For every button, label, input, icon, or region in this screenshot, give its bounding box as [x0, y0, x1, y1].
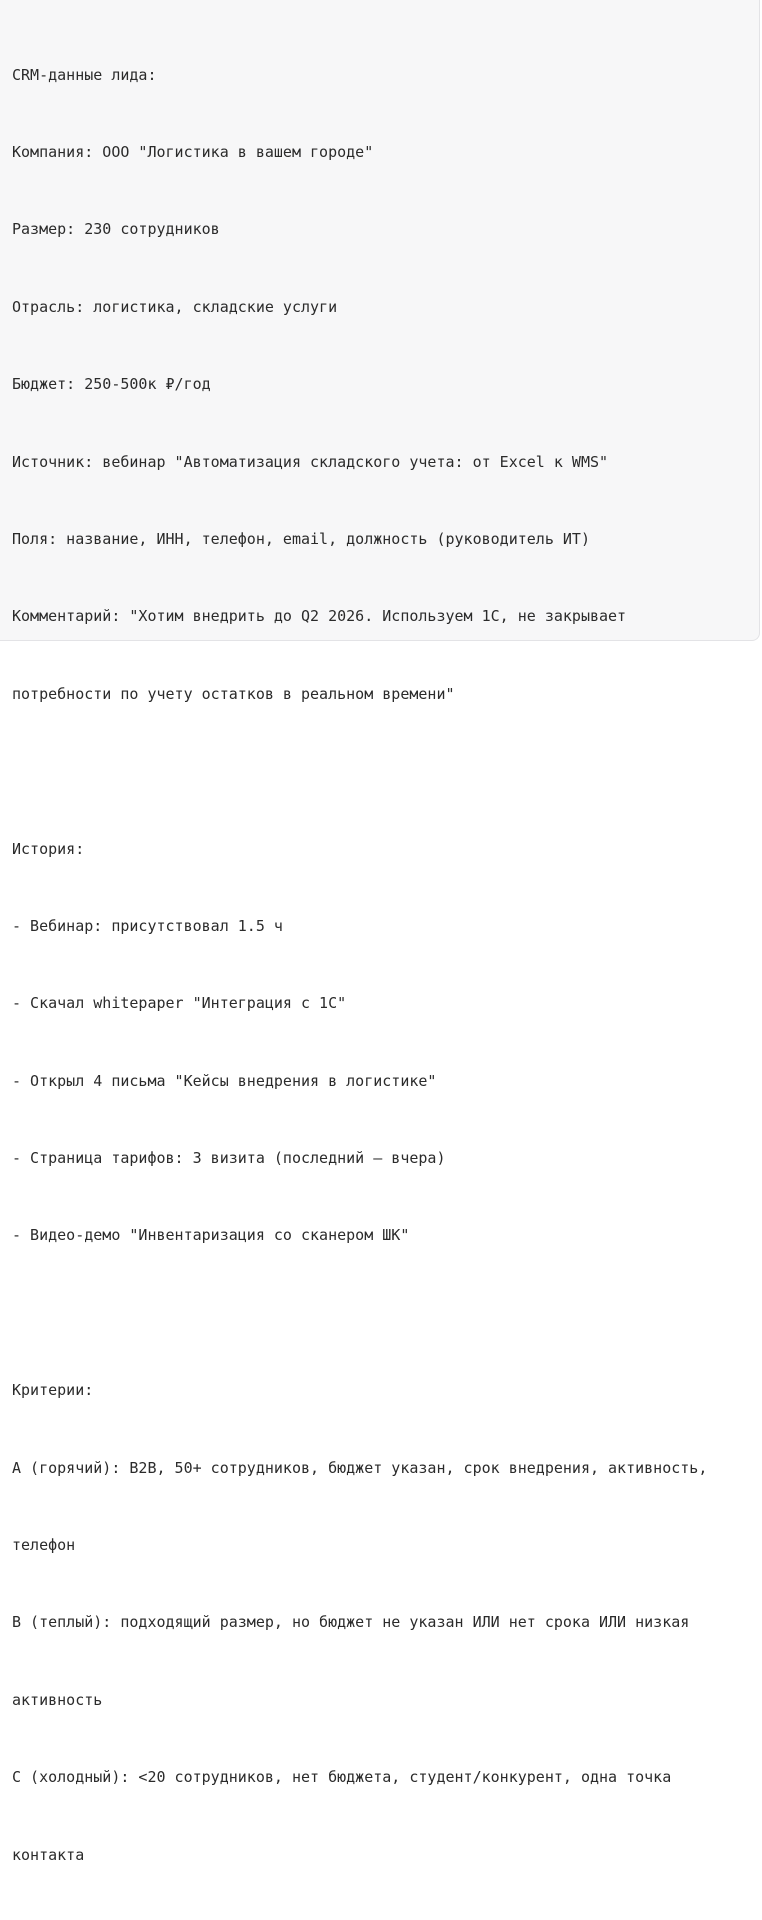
lead-size: Размер: 230 сотрудников — [12, 220, 220, 239]
history-heading: История: — [12, 839, 85, 858]
criteria-a-line-2: телефон — [12, 1536, 76, 1555]
lead-comment-line-2: потребности по учету остатков в реальном времени" — [12, 684, 455, 703]
history-item: - Страница тарифов: 3 визита (последний — вчера) — [12, 1149, 446, 1168]
lead-source: Источник: вебинар "Автоматизация складского учета: от Excel к WMS" — [12, 452, 609, 471]
criteria-b-line-1: B (теплый): подходящий размер, но бюджет не указан ИЛИ нет срока ИЛИ низкая — [12, 1613, 690, 1632]
lead-industry: Отрасль: логистика, складские услуги — [12, 297, 338, 316]
blank-line — [12, 759, 752, 785]
lead-company: Компания: ООО "Логистика в вашем городе" — [12, 142, 374, 161]
history-item: - Видео-демо "Инвентаризация со сканером ШК" — [12, 1226, 410, 1245]
lead-fields: Поля: название, ИНН, телефон, email, должность (руководитель ИТ) — [12, 529, 590, 548]
history-item: - Вебинар: присутствовал 1.5 ч — [12, 916, 283, 935]
criteria-a-line-1: A (горячий): B2B, 50+ сотрудников, бюджет указан, срок внедрения, активность, — [12, 1458, 708, 1477]
lead-text-block — [12, 11, 752, 1920]
history-item: - Открыл 4 письма "Кейсы внедрения в логистике" — [12, 1071, 437, 1090]
blank-line — [12, 1301, 752, 1327]
lead-heading: CRM-данные лида: — [12, 65, 157, 84]
history-item: - Скачал whitepaper "Интеграция с 1С" — [12, 994, 347, 1013]
criteria-c-line-1: C (холодный): <20 сотрудников, нет бюджета, студент/конкурент, одна точка — [12, 1768, 672, 1787]
lead-budget: Бюджет: 250-500к ₽/год — [12, 375, 211, 394]
lead-comment-line-1: Комментарий: "Хотим внедрить до Q2 2026. Используем 1С, не закрывает — [12, 607, 627, 626]
criteria-c-line-2: контакта — [12, 1845, 85, 1864]
criteria-b-line-2: активность — [12, 1690, 103, 1709]
criteria-heading: Критерии: — [12, 1381, 94, 1400]
